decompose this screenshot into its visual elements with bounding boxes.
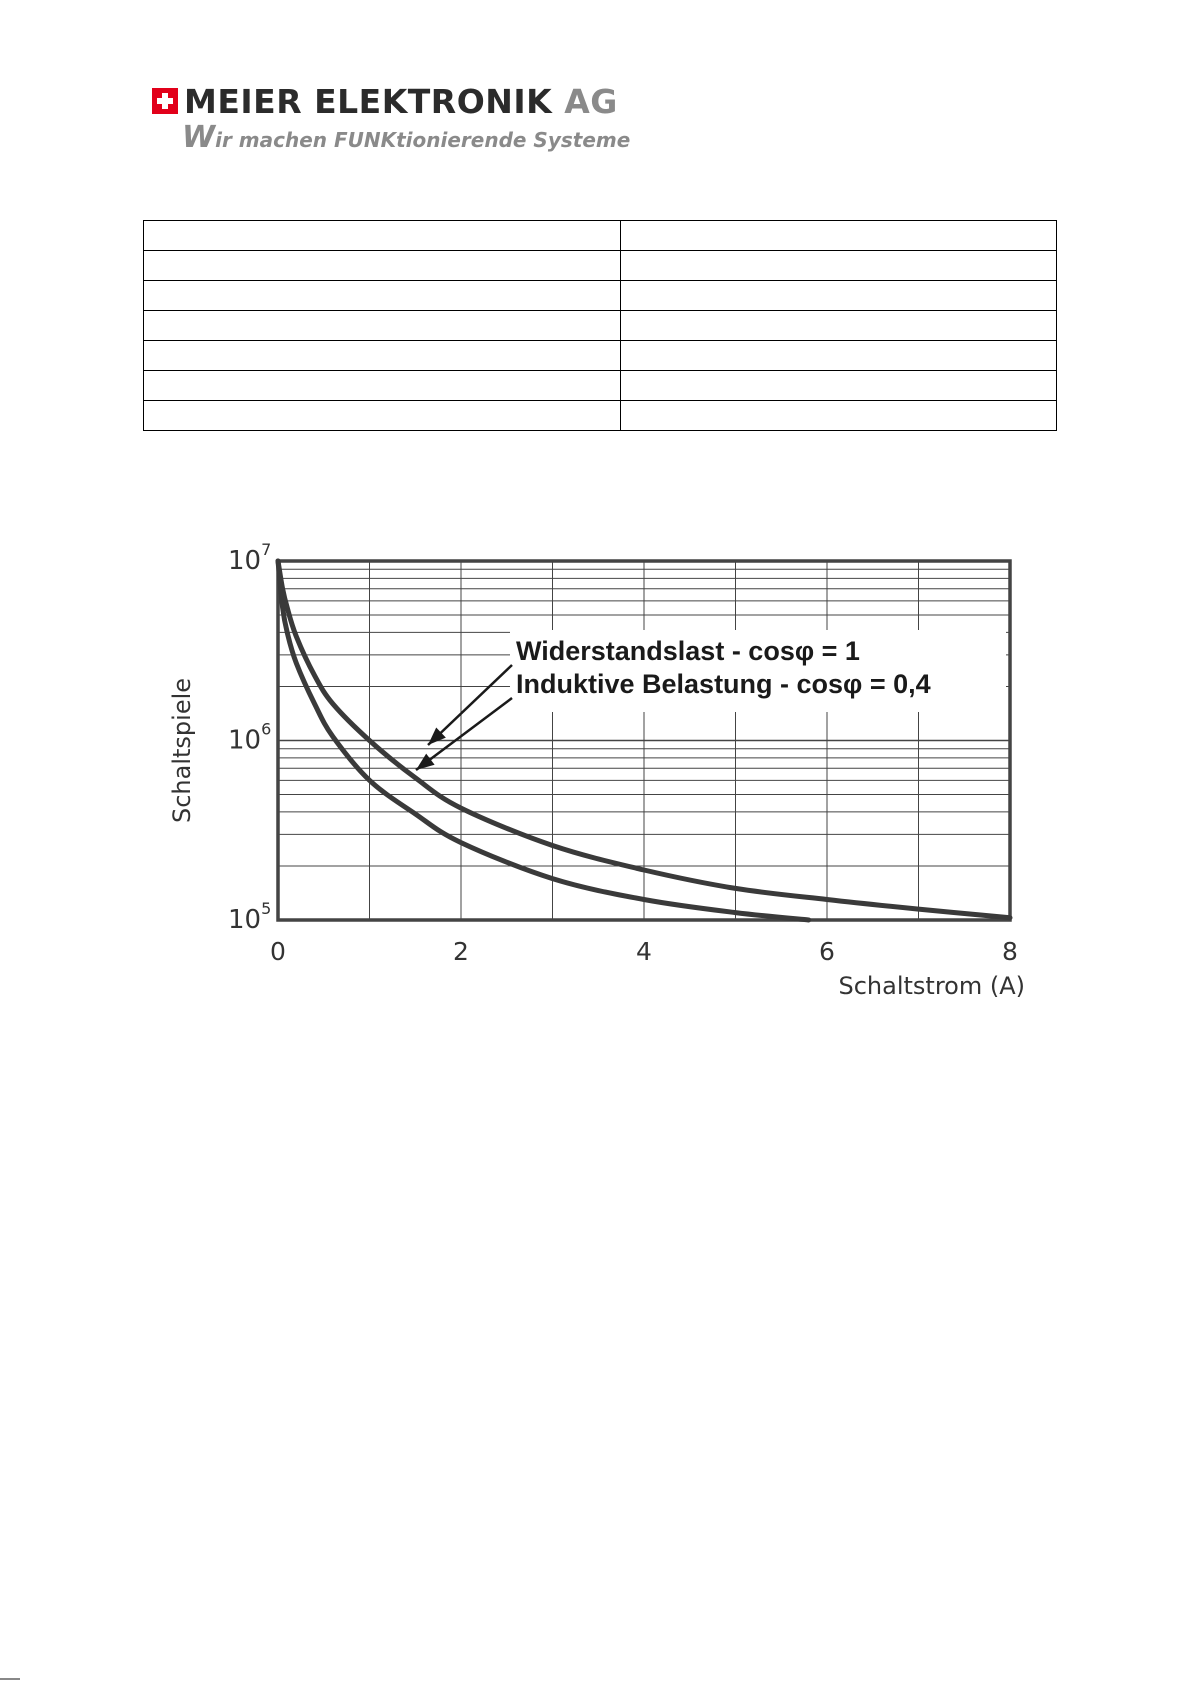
table-row: [144, 371, 1057, 401]
table-row: [144, 341, 1057, 371]
table-row: [144, 401, 1057, 431]
table-row: [144, 251, 1057, 281]
x-tick-label: 0: [270, 937, 286, 966]
table-row: [144, 221, 1057, 251]
table-cell: [144, 251, 621, 281]
logo-company-name: MEIER ELEKTRONIK AG: [184, 82, 618, 121]
table-cell: [144, 221, 621, 251]
switching-cycles-chart: [160, 520, 1040, 1020]
table-cell: [144, 371, 621, 401]
swiss-cross-icon: [152, 88, 178, 114]
x-tick-label: 8: [1002, 937, 1018, 966]
table-cell: [621, 221, 1057, 251]
table-row: [144, 281, 1057, 311]
table-cell: [621, 281, 1057, 311]
table-row: [144, 311, 1057, 341]
y-tick-label: $10^6$: [228, 719, 272, 756]
table-cell: [621, 251, 1057, 281]
annotation-arrow-head: [416, 754, 435, 770]
annotation-label: Widerstandslast - cosφ = 1: [516, 636, 860, 666]
company-logo: [152, 82, 631, 155]
table-cell: [621, 341, 1057, 371]
table-cell: [144, 311, 621, 341]
logo-slogan: Wir machen FUNKtionierende Systeme: [182, 120, 631, 155]
table-cell: [144, 281, 621, 311]
page-footer-mark: [0, 1678, 20, 1680]
spec-table: [143, 220, 1057, 431]
x-tick-label: 2: [453, 937, 469, 966]
x-tick-label: 4: [636, 937, 652, 966]
x-tick-label: 6: [819, 937, 835, 966]
x-axis-label: Schaltstrom (A): [838, 972, 1025, 1000]
y-tick-label: $10^7$: [228, 540, 272, 576]
y-axis-label: Schaltspiele: [168, 677, 196, 824]
table-cell: [621, 371, 1057, 401]
table-cell: [621, 401, 1057, 431]
table-cell: [144, 341, 621, 371]
table-cell: [144, 401, 621, 431]
y-tick-label: $10^5$: [228, 899, 272, 935]
annotation-label: Induktive Belastung - cosφ = 0,4: [516, 669, 931, 699]
table-cell: [621, 311, 1057, 341]
